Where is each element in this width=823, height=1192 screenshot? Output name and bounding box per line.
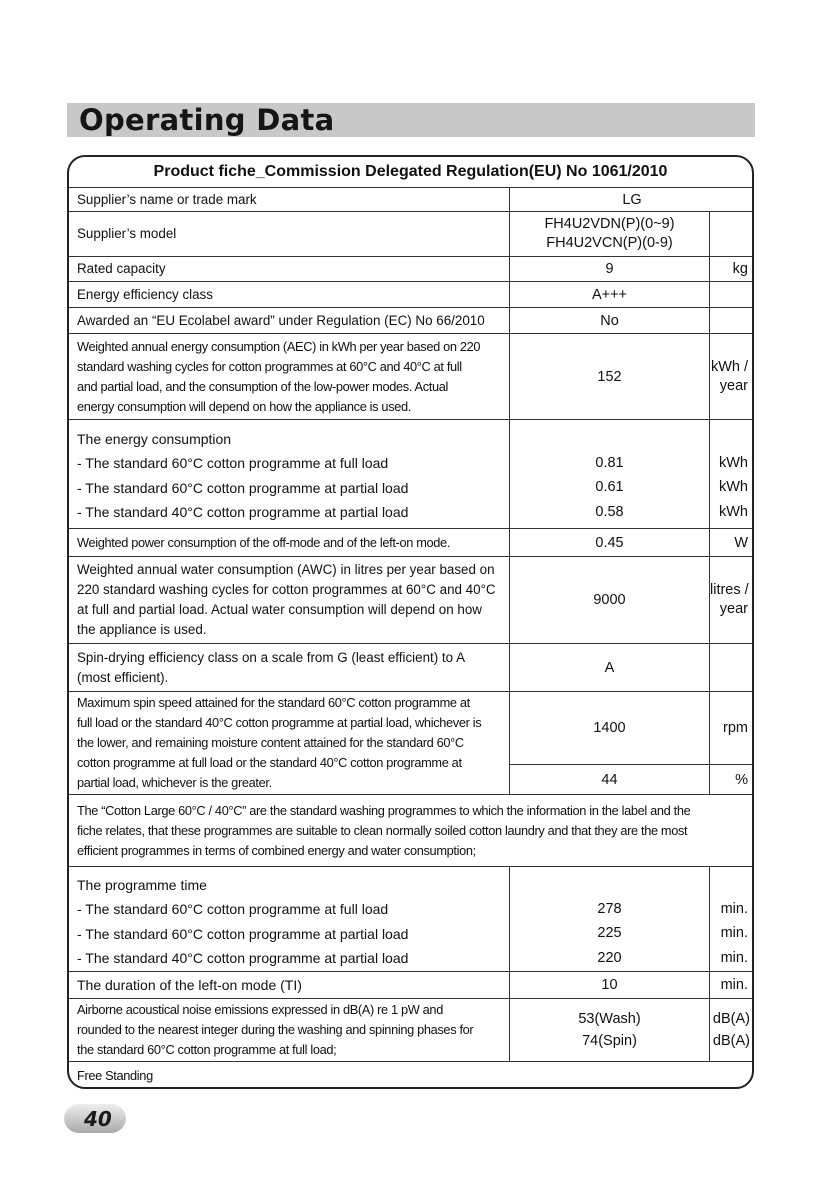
aec-line: energy consumption will depend on how the appliance is used. — [77, 398, 411, 414]
energy-item-value: 0.61 — [595, 479, 624, 496]
row-programme-time — [69, 867, 752, 972]
row-supplier — [69, 188, 752, 212]
model-label: Supplier’s model — [69, 212, 510, 256]
spin-speed-unit: rpm — [723, 720, 748, 736]
programme-item-unit: min. — [720, 949, 748, 966]
page-number: 40 — [84, 1107, 112, 1131]
noise-units — [710, 999, 752, 1061]
energy-class-label: Energy efficiency class — [69, 282, 510, 307]
ecolabel-unit-cell — [710, 308, 752, 333]
spin-class-unit-cell — [710, 644, 752, 691]
awc-unit — [710, 557, 752, 643]
row-energy-consumption — [69, 420, 752, 529]
row-power-off — [69, 529, 752, 557]
row-awc — [69, 557, 752, 644]
row-left-on — [69, 972, 752, 999]
energy-item-label: - The standard 60°C cotton programme at full load — [77, 455, 389, 472]
energy-item-value: 0.81 — [595, 455, 624, 471]
supplier-label: Supplier’s name or trade mark — [69, 188, 510, 211]
programme-item-label: - The standard 60°C cotton programme at partial load — [77, 925, 409, 942]
installation-type: Free Standing — [77, 1067, 153, 1083]
row-spin-class — [69, 644, 752, 692]
left-on-unit: min. — [720, 977, 748, 993]
aec-label — [69, 334, 510, 419]
programme-time-values — [510, 867, 710, 971]
noise-line: the standard 60°C cotton programme at full load; — [77, 1042, 337, 1057]
energy-consumption-values — [510, 420, 710, 528]
moisture-subrow — [510, 765, 752, 794]
supplier-value: LG — [622, 191, 642, 208]
spin-speed-value: 1400 — [510, 692, 710, 764]
noise-unit: dB(A) — [712, 1011, 750, 1027]
noise-label — [69, 999, 510, 1061]
awc-unit-line: litres / — [710, 582, 749, 598]
spin-speed-subrow — [510, 692, 752, 765]
row-installation — [69, 1062, 752, 1089]
programme-item-label: - The standard 40°C cotton programme at partial load — [77, 949, 409, 966]
aec-unit — [710, 334, 752, 419]
energy-item-label: - The standard 40°C cotton programme at partial load — [77, 503, 409, 520]
product-fiche-table — [67, 155, 754, 1089]
row-model — [69, 212, 752, 257]
noise-line: rounded to the nearest integer during the washing and spinning phases for — [77, 1022, 474, 1037]
programme-time-labels — [69, 867, 510, 971]
noise-unit: dB(A) — [712, 1033, 750, 1049]
aec-value: 152 — [510, 334, 710, 419]
section-heading-bar — [67, 103, 755, 137]
energy-item-value: 0.58 — [595, 503, 624, 520]
programme-item-unit: min. — [720, 901, 748, 917]
model-value: FH4U2VDN(P)(0~9) — [544, 216, 675, 232]
ecolabel-value: No — [510, 308, 710, 333]
cotton-note-line: efficient programmes in terms of combined energy and water consumption; — [77, 842, 476, 858]
cotton-note-line: The “Cotton Large 60°C / 40°C” are the standard washing programmes to which the information in the label and the — [77, 802, 691, 818]
programme-item-value: 220 — [597, 949, 622, 966]
cotton-note — [69, 795, 752, 866]
moisture-value: 44 — [510, 765, 710, 794]
energy-item-unit: kWh — [719, 503, 748, 520]
moisture-unit: % — [735, 771, 748, 788]
programme-item-value: 278 — [597, 901, 622, 917]
cotton-note-line: fiche relates, that these programmes are suitable to clean normally soiled cotton laundry and that they are the most — [77, 822, 688, 838]
aec-line: standard washing cycles for cotton programmes at 60°C and 40°C at full — [77, 358, 462, 374]
row-noise — [69, 999, 752, 1062]
energy-class-unit-cell — [710, 282, 752, 307]
power-off-value: 0.45 — [510, 529, 710, 556]
row-energy-class — [69, 282, 752, 308]
page-number-badge — [64, 1103, 126, 1133]
row-capacity — [69, 257, 752, 282]
energy-item-label: - The standard 60°C cotton programme at partial load — [77, 479, 409, 496]
awc-unit-line: year — [719, 601, 748, 617]
capacity-value: 9 — [510, 257, 710, 281]
spin-speed-line: the lower, and remaining moisture content attained for the standard 60°C — [77, 735, 464, 750]
noise-line: Airborne acoustical noise emissions expressed in dB(A) re 1 pW and — [77, 1002, 443, 1017]
aec-line: Weighted annual energy consumption (AEC) in kWh per year based on 220 — [77, 338, 481, 354]
row-cotton-note — [69, 795, 752, 867]
programme-item-value: 225 — [597, 925, 622, 942]
left-on-label: The duration of the left-on mode (TI) — [69, 972, 510, 998]
spin-speed-label — [69, 692, 510, 794]
programme-item-label: - The standard 60°C cotton programme at full load — [77, 901, 389, 918]
spin-class-line: Spin-drying efficiency class on a scale from G (least efficient) to A — [77, 649, 466, 665]
spin-speed-line: partial load, whichever is the greater. — [77, 775, 272, 790]
spin-class-value: A — [510, 644, 710, 691]
aec-unit-line: year — [719, 377, 748, 394]
awc-line: Weighted annual water consumption (AWC) in litres per year based on — [77, 562, 495, 577]
row-ecolabel — [69, 308, 752, 334]
model-value: FH4U2VCN(P)(0-9) — [546, 235, 673, 251]
spin-speed-line: full load or the standard 40°C cotton programme at partial load, whichever is — [77, 715, 482, 730]
energy-consumption-heading: The energy consumption — [77, 431, 232, 447]
power-off-unit: W — [734, 534, 748, 551]
awc-label — [69, 557, 510, 643]
awc-line: 220 standard washing cycles for cotton programmes at 60°C and 40°C — [77, 582, 496, 597]
programme-time-heading: The programme time — [77, 877, 207, 893]
energy-class-value: A+++ — [510, 282, 710, 307]
row-aec — [69, 334, 752, 420]
aec-line: and partial load, and the consumption of the low-power modes. Actual — [77, 378, 449, 394]
left-on-value: 10 — [510, 972, 710, 998]
noise-values — [510, 999, 710, 1061]
spin-class-label — [69, 644, 510, 691]
awc-value: 9000 — [510, 557, 710, 643]
aec-unit-line: kWh / — [710, 358, 748, 375]
spin-class-line: (most efficient). — [77, 669, 169, 685]
awc-line: at full and partial load. Actual water consumption will depend on how — [77, 602, 482, 617]
energy-item-unit: kWh — [719, 479, 748, 496]
awc-line: the appliance is used. — [77, 622, 207, 637]
model-unit-cell — [710, 212, 752, 256]
spin-speed-line: Maximum spin speed attained for the standard 60°C cotton programme at — [77, 695, 470, 710]
noise-value: 74(Spin) — [582, 1033, 637, 1049]
spin-speed-line: cotton programme at full load or the standard 40°C cotton programme at — [77, 755, 462, 770]
energy-item-unit: kWh — [719, 455, 748, 471]
fiche-title: Product fiche_Commission Delegated Regulation(EU) No 1061/2010 — [69, 157, 752, 188]
row-spin-speed — [69, 692, 752, 795]
programme-item-unit: min. — [720, 925, 748, 942]
section-heading: Operating Data — [79, 103, 335, 137]
capacity-unit: kg — [732, 261, 748, 277]
power-off-label: Weighted power consumption of the off-mode and of the left-on mode. — [69, 529, 510, 556]
programme-time-units — [710, 867, 752, 971]
energy-consumption-labels — [69, 420, 510, 528]
model-values — [510, 212, 710, 256]
capacity-label: Rated capacity — [69, 257, 510, 281]
ecolabel-label: Awarded an “EU Ecolabel award” under Regulation (EC) No 66/2010 — [69, 308, 510, 333]
energy-consumption-units — [710, 420, 752, 528]
noise-value: 53(Wash) — [578, 1011, 641, 1027]
